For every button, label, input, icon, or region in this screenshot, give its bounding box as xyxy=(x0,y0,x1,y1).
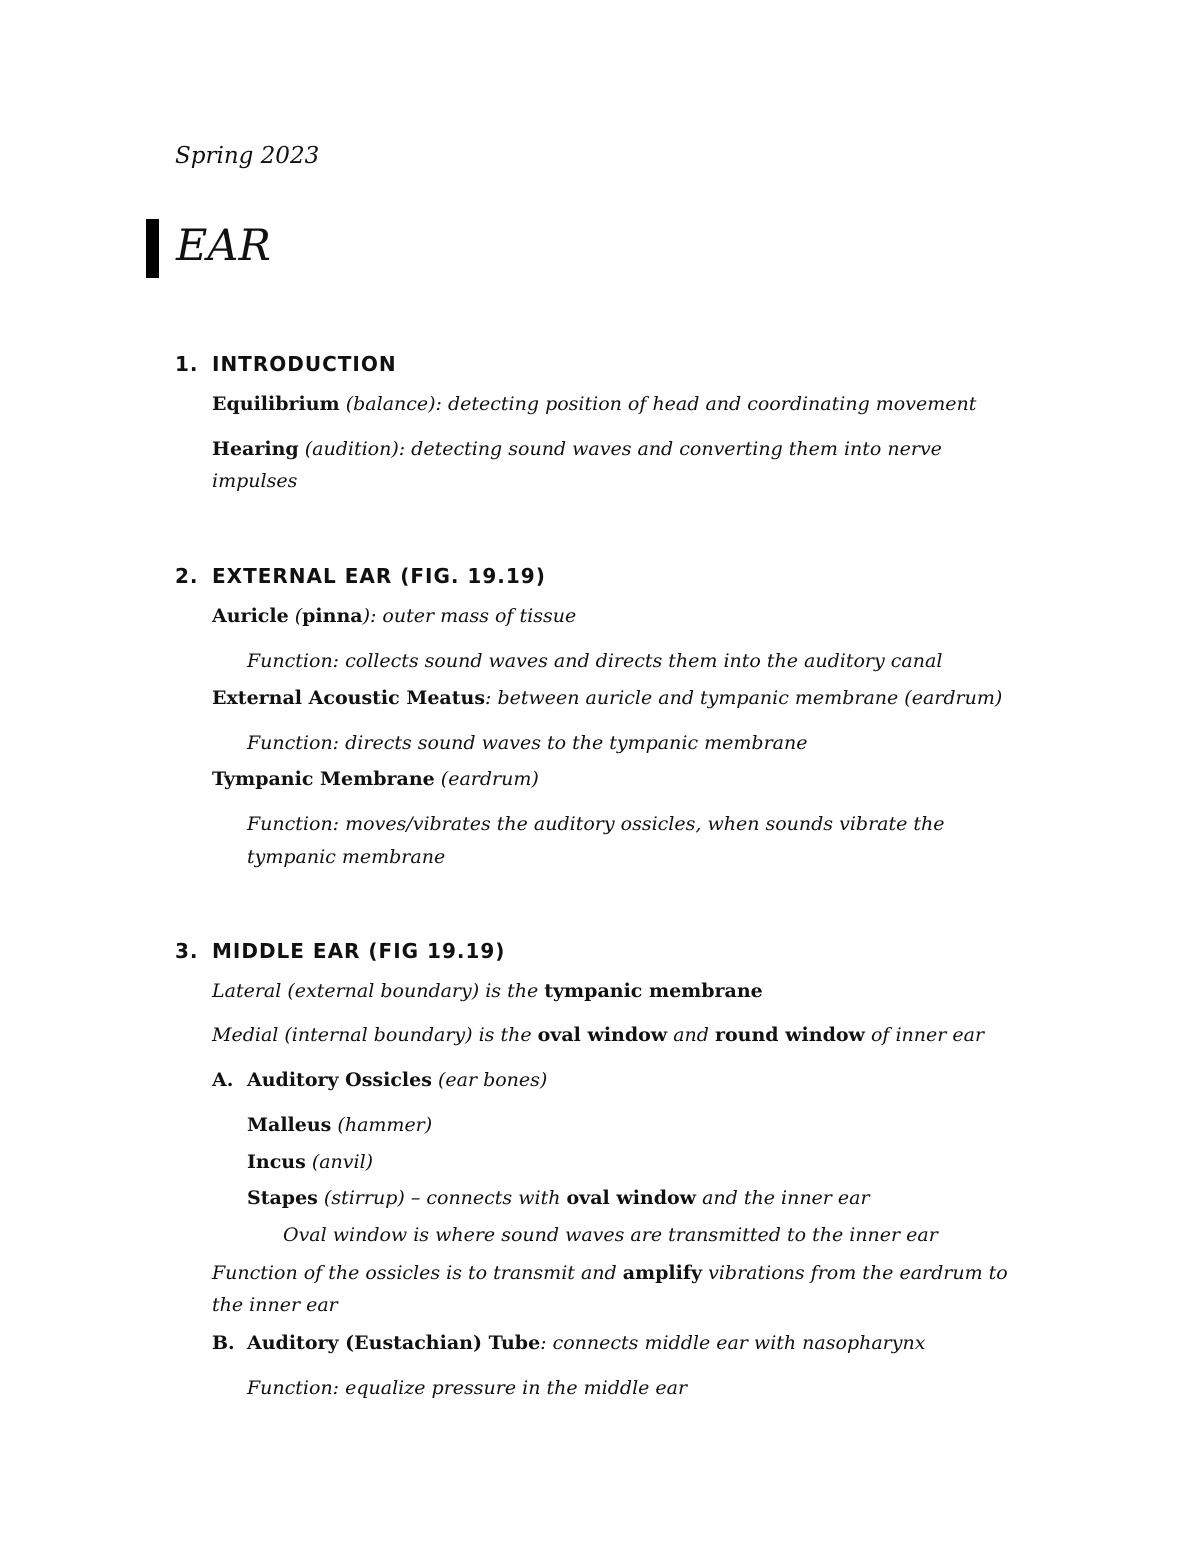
term: Auditory (Eustachian) Tube xyxy=(247,1332,541,1354)
semester-label: Spring 2023 xyxy=(175,143,320,169)
definition-hearing xyxy=(212,438,942,460)
subsection-auditory-tube xyxy=(212,1332,925,1354)
section-number: 3. xyxy=(175,939,199,963)
definition-text: (anvil) xyxy=(305,1151,374,1173)
definition-tympanic-membrane xyxy=(212,768,539,790)
definition-text: : between auricle and tympanic membrane (eardrum) xyxy=(485,687,1003,709)
definition-stapes xyxy=(247,1187,870,1209)
definition-text: ): outer mass of tissue xyxy=(362,605,577,627)
term: tympanic membrane xyxy=(544,980,763,1002)
definition-text: and the inner ear xyxy=(696,1187,870,1209)
term: amplify xyxy=(622,1262,703,1284)
function-note: Function: directs sound waves to the tympanic membrane xyxy=(247,732,808,754)
subsection-auditory-ossicles xyxy=(212,1069,547,1091)
oval-window-note: Oval window is where sound waves are transmitted to the inner ear xyxy=(283,1224,938,1246)
term: Auricle xyxy=(212,605,289,627)
term: Malleus xyxy=(247,1114,332,1136)
definition-equilibrium xyxy=(212,393,976,415)
section-heading-external-ear xyxy=(175,564,546,588)
text: and xyxy=(667,1024,715,1046)
medial-boundary-line xyxy=(212,1024,984,1046)
section-title: INTRODUCTION xyxy=(212,352,397,376)
page-title: EAR xyxy=(176,221,271,271)
definition-text: (audition): detecting sound waves and converting them into nerve xyxy=(298,438,942,460)
term: Hearing xyxy=(212,438,299,460)
text: Medial (internal boundary) is the xyxy=(212,1024,538,1046)
function-note-continuation: tympanic membrane xyxy=(247,846,446,868)
definition-text: (ear bones) xyxy=(431,1069,548,1091)
term: round window xyxy=(714,1024,865,1046)
definition-text: : connects middle ear with nasopharynx xyxy=(540,1332,926,1354)
title-accent-bar xyxy=(146,219,159,278)
term: oval window xyxy=(566,1187,697,1209)
section-title: EXTERNAL EAR (FIG. 19.19) xyxy=(212,564,546,588)
function-note: Function: moves/vibrates the auditory ossicles, when sounds vibrate the xyxy=(247,813,945,835)
term: oval window xyxy=(537,1024,668,1046)
definition-text: (eardrum) xyxy=(434,768,539,790)
definition-incus xyxy=(247,1151,373,1173)
subsection-letter: B. xyxy=(212,1332,235,1354)
term: Incus xyxy=(247,1151,306,1173)
definition-text: (hammer) xyxy=(331,1114,433,1136)
term: Stapes xyxy=(247,1187,318,1209)
text: Lateral (external boundary) is the xyxy=(212,980,545,1002)
function-note: Function: equalize pressure in the middle ear xyxy=(247,1377,688,1399)
ossicles-function-continuation: the inner ear xyxy=(212,1294,338,1316)
function-note: Function: collects sound waves and directs them into the auditory canal xyxy=(247,650,943,672)
definition-text: (stirrup) – connects with xyxy=(317,1187,567,1209)
definition-external-acoustic-meatus xyxy=(212,687,1002,709)
text: of inner ear xyxy=(864,1024,985,1046)
term: pinna xyxy=(302,605,363,627)
definition-auricle xyxy=(212,605,576,627)
subsection-letter: A. xyxy=(212,1069,234,1091)
term: Auditory Ossicles xyxy=(247,1069,432,1091)
section-number: 1. xyxy=(175,352,199,376)
lateral-boundary-line xyxy=(212,980,763,1002)
definition-continuation: impulses xyxy=(212,470,298,492)
ossicles-function-line xyxy=(212,1262,1008,1284)
term: External Acoustic Meatus xyxy=(212,687,486,709)
definition-malleus xyxy=(247,1114,432,1136)
definition-text: ( xyxy=(288,605,303,627)
text: Function of the ossicles is to transmit and xyxy=(212,1262,623,1284)
text: vibrations from the eardrum to xyxy=(702,1262,1008,1284)
section-heading-introduction xyxy=(175,352,397,376)
definition-text: (balance): detecting position of head and coordinating movement xyxy=(339,393,977,415)
term: Tympanic Membrane xyxy=(212,768,435,790)
term: Equilibrium xyxy=(212,393,340,415)
section-number: 2. xyxy=(175,564,199,588)
section-title: MIDDLE EAR (FIG 19.19) xyxy=(212,939,506,963)
section-heading-middle-ear xyxy=(175,939,505,963)
